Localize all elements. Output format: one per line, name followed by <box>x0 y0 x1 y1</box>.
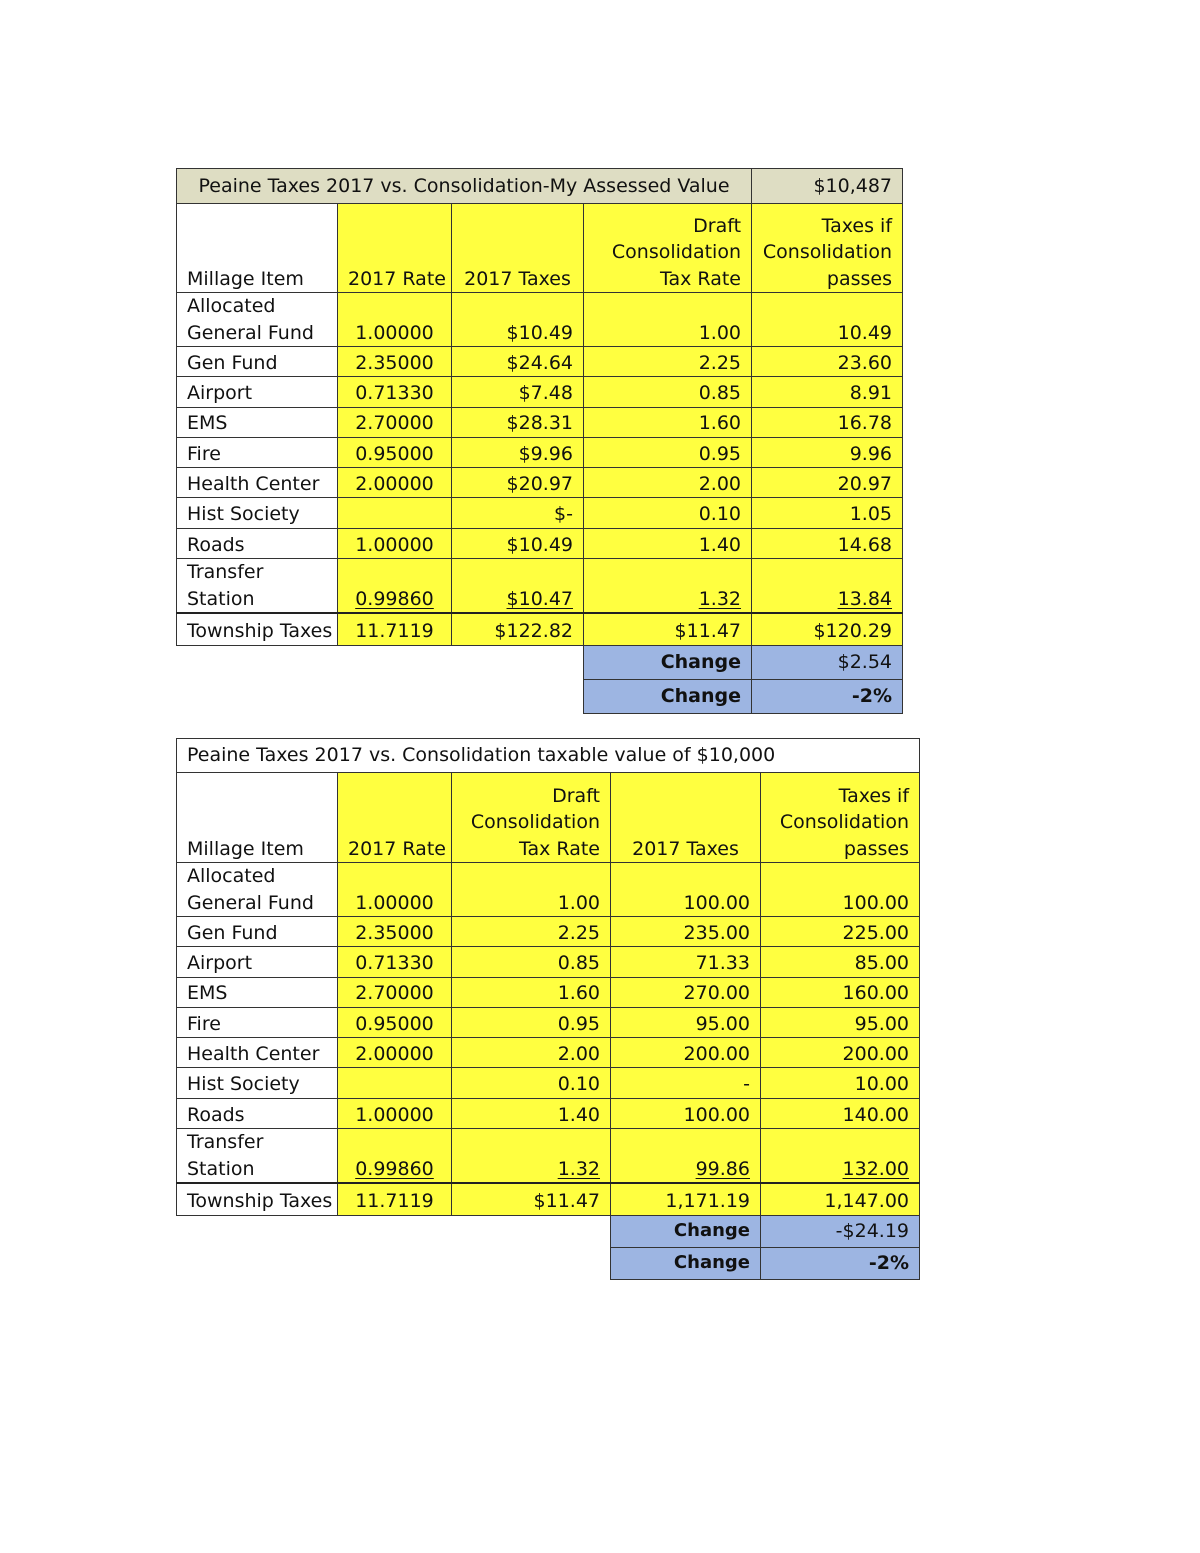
change-label: Change <box>611 1247 761 1279</box>
draft-rate-cell: 2.00 <box>452 1038 611 1068</box>
rate-cell: 1.00000 <box>338 528 452 558</box>
rate-cell: 0.99860 <box>338 559 452 614</box>
rate-cell: 2.35000 <box>338 917 452 947</box>
taxes-cell: 235.00 <box>611 917 761 947</box>
table-row <box>177 528 903 558</box>
draft-rate-cell: 1.60 <box>452 977 611 1007</box>
millage-item: EMS <box>177 977 338 1007</box>
total-rate: 11.7119 <box>338 613 452 645</box>
table-row <box>177 498 903 528</box>
total-row <box>177 1183 920 1215</box>
consolidation-taxes-cell: 14.68 <box>752 528 903 558</box>
spacer <box>177 1215 611 1247</box>
header-2017-taxes: 2017 Taxes <box>452 204 584 293</box>
consolidation-taxes-cell: 140.00 <box>761 1098 920 1128</box>
taxes-cell: 99.86 <box>611 1129 761 1184</box>
spacer <box>177 679 584 713</box>
draft-rate-cell: 1.40 <box>584 528 752 558</box>
rate-cell: 0.71330 <box>338 947 452 977</box>
table-title: Peaine Taxes 2017 vs. Consolidation-My Assessed Value <box>177 169 752 204</box>
taxes-cell: $- <box>452 498 584 528</box>
rate-cell: 1.00000 <box>338 293 452 347</box>
consolidation-taxes-cell: 20.97 <box>752 468 903 498</box>
total-consolidation-taxes: 1,147.00 <box>761 1183 920 1215</box>
change-row <box>177 1215 920 1247</box>
header-millage-item: Millage Item <box>177 773 338 863</box>
draft-rate-cell: 1.00 <box>584 293 752 347</box>
consolidation-taxes-cell: 13.84 <box>752 559 903 614</box>
taxes-cell: 200.00 <box>611 1038 761 1068</box>
taxes-cell: 71.33 <box>611 947 761 977</box>
consolidation-taxes-cell: 10.49 <box>752 293 903 347</box>
draft-rate-cell: 1.32 <box>584 559 752 614</box>
header-2017-rate: 2017 Rate <box>338 204 452 293</box>
total-rate: 11.7119 <box>338 1183 452 1215</box>
consolidation-taxes-cell: 132.00 <box>761 1129 920 1184</box>
millage-item: Hist Society <box>177 498 338 528</box>
spacer <box>177 645 584 679</box>
table-row <box>177 1129 920 1184</box>
consolidation-taxes-cell: 9.96 <box>752 437 903 467</box>
table-row <box>177 437 903 467</box>
millage-item: EMS <box>177 407 338 437</box>
change-label: Change <box>584 645 752 679</box>
total-label: Township Taxes <box>177 1183 338 1215</box>
rate-cell: 0.95000 <box>338 437 452 467</box>
header-draft-rate: Draft Consolidation Tax Rate <box>452 773 611 863</box>
taxes-cell: 95.00 <box>611 1007 761 1037</box>
taxes-cell: $28.31 <box>452 407 584 437</box>
millage-item: Fire <box>177 1007 338 1037</box>
draft-rate-cell: 1.00 <box>452 863 611 917</box>
draft-rate-cell: 2.00 <box>584 468 752 498</box>
table-row <box>177 468 903 498</box>
change-row <box>177 679 903 713</box>
rate-cell: 2.35000 <box>338 347 452 377</box>
taxes-cell: - <box>611 1068 761 1098</box>
total-taxes: 1,171.19 <box>611 1183 761 1215</box>
draft-rate-cell: 0.10 <box>584 498 752 528</box>
millage-item: Roads <box>177 528 338 558</box>
table-row <box>177 1098 920 1128</box>
taxes-cell: 100.00 <box>611 1098 761 1128</box>
change-percent: -2% <box>752 679 903 713</box>
rate-cell: 1.00000 <box>338 1098 452 1128</box>
spacer <box>177 1247 611 1279</box>
rate-cell <box>338 1068 452 1098</box>
change-label: Change <box>611 1215 761 1247</box>
millage-item: Fire <box>177 437 338 467</box>
draft-rate-cell: 0.10 <box>452 1068 611 1098</box>
draft-rate-cell: 0.85 <box>584 377 752 407</box>
consolidation-taxes-cell: 85.00 <box>761 947 920 977</box>
table-row <box>177 559 903 614</box>
change-row <box>177 1247 920 1279</box>
consolidation-taxes-cell: 160.00 <box>761 977 920 1007</box>
taxes-cell: $24.64 <box>452 347 584 377</box>
rate-cell: 0.95000 <box>338 1007 452 1037</box>
draft-rate-cell: 2.25 <box>584 347 752 377</box>
millage-item: Roads <box>177 1098 338 1128</box>
change-value: $2.54 <box>752 645 903 679</box>
change-value: -$24.19 <box>761 1215 920 1247</box>
draft-rate-cell: 1.32 <box>452 1129 611 1184</box>
taxes-cell: $20.97 <box>452 468 584 498</box>
consolidation-taxes-cell: 225.00 <box>761 917 920 947</box>
change-percent: -2% <box>761 1247 920 1279</box>
rate-cell: 2.00000 <box>338 468 452 498</box>
total-draft-rate: $11.47 <box>452 1183 611 1215</box>
millage-item: Allocated General Fund <box>177 863 338 917</box>
taxes-cell: $7.48 <box>452 377 584 407</box>
millage-item: Hist Society <box>177 1068 338 1098</box>
millage-item: Transfer Station <box>177 559 338 614</box>
table-row <box>177 347 903 377</box>
consolidation-taxes-cell: 8.91 <box>752 377 903 407</box>
consolidation-taxes-cell: 1.05 <box>752 498 903 528</box>
millage-item: Transfer Station <box>177 1129 338 1184</box>
header-consolidation-taxes: Taxes if Consolidation passes <box>752 204 903 293</box>
table-row <box>177 1068 920 1098</box>
millage-item: Gen Fund <box>177 347 338 377</box>
draft-rate-cell: 1.60 <box>584 407 752 437</box>
change-row <box>177 645 903 679</box>
assessed-value-table <box>176 168 903 714</box>
millage-item: Health Center <box>177 1038 338 1068</box>
rate-cell <box>338 498 452 528</box>
rate-cell: 0.71330 <box>338 377 452 407</box>
consolidation-taxes-cell: 200.00 <box>761 1038 920 1068</box>
draft-rate-cell: 0.85 <box>452 947 611 977</box>
total-consolidation-taxes: $120.29 <box>752 613 903 645</box>
total-draft-rate: $11.47 <box>584 613 752 645</box>
assessed-value: $10,487 <box>752 169 903 204</box>
draft-rate-cell: 2.25 <box>452 917 611 947</box>
rate-cell: 2.70000 <box>338 407 452 437</box>
total-taxes: $122.82 <box>452 613 584 645</box>
change-label: Change <box>584 679 752 713</box>
consolidation-taxes-cell: 95.00 <box>761 1007 920 1037</box>
table-row <box>177 947 920 977</box>
taxes-cell: $10.47 <box>452 559 584 614</box>
rate-cell: 2.00000 <box>338 1038 452 1068</box>
consolidation-taxes-cell: 100.00 <box>761 863 920 917</box>
header-2017-taxes: 2017 Taxes <box>611 773 761 863</box>
table-row <box>177 917 920 947</box>
draft-rate-cell: 0.95 <box>584 437 752 467</box>
taxes-cell: $10.49 <box>452 293 584 347</box>
rate-cell: 1.00000 <box>338 863 452 917</box>
table-row <box>177 293 903 347</box>
millage-item: Allocated General Fund <box>177 293 338 347</box>
millage-item: Health Center <box>177 468 338 498</box>
millage-item: Gen Fund <box>177 917 338 947</box>
millage-item: Airport <box>177 947 338 977</box>
table-row <box>177 377 903 407</box>
taxes-cell: $10.49 <box>452 528 584 558</box>
draft-rate-cell: 0.95 <box>452 1007 611 1037</box>
table-title: Peaine Taxes 2017 vs. Consolidation taxable value of $10,000 <box>177 739 920 773</box>
header-consolidation-taxes: Taxes if Consolidation passes <box>761 773 920 863</box>
consolidation-taxes-cell: 23.60 <box>752 347 903 377</box>
rate-cell: 0.99860 <box>338 1129 452 1184</box>
table-row <box>177 407 903 437</box>
millage-item: Airport <box>177 377 338 407</box>
consolidation-taxes-cell: 10.00 <box>761 1068 920 1098</box>
taxes-cell: 100.00 <box>611 863 761 917</box>
taxable-value-table <box>176 738 920 1280</box>
table-row <box>177 977 920 1007</box>
header-2017-rate: 2017 Rate <box>338 773 452 863</box>
rate-cell: 2.70000 <box>338 977 452 1007</box>
header-draft-rate: Draft Consolidation Tax Rate <box>584 204 752 293</box>
table-row <box>177 1007 920 1037</box>
draft-rate-cell: 1.40 <box>452 1098 611 1128</box>
total-label: Township Taxes <box>177 613 338 645</box>
header-millage-item: Millage Item <box>177 204 338 293</box>
table-row <box>177 1038 920 1068</box>
total-row <box>177 613 903 645</box>
table-row <box>177 863 920 917</box>
taxes-cell: 270.00 <box>611 977 761 1007</box>
consolidation-taxes-cell: 16.78 <box>752 407 903 437</box>
taxes-cell: $9.96 <box>452 437 584 467</box>
